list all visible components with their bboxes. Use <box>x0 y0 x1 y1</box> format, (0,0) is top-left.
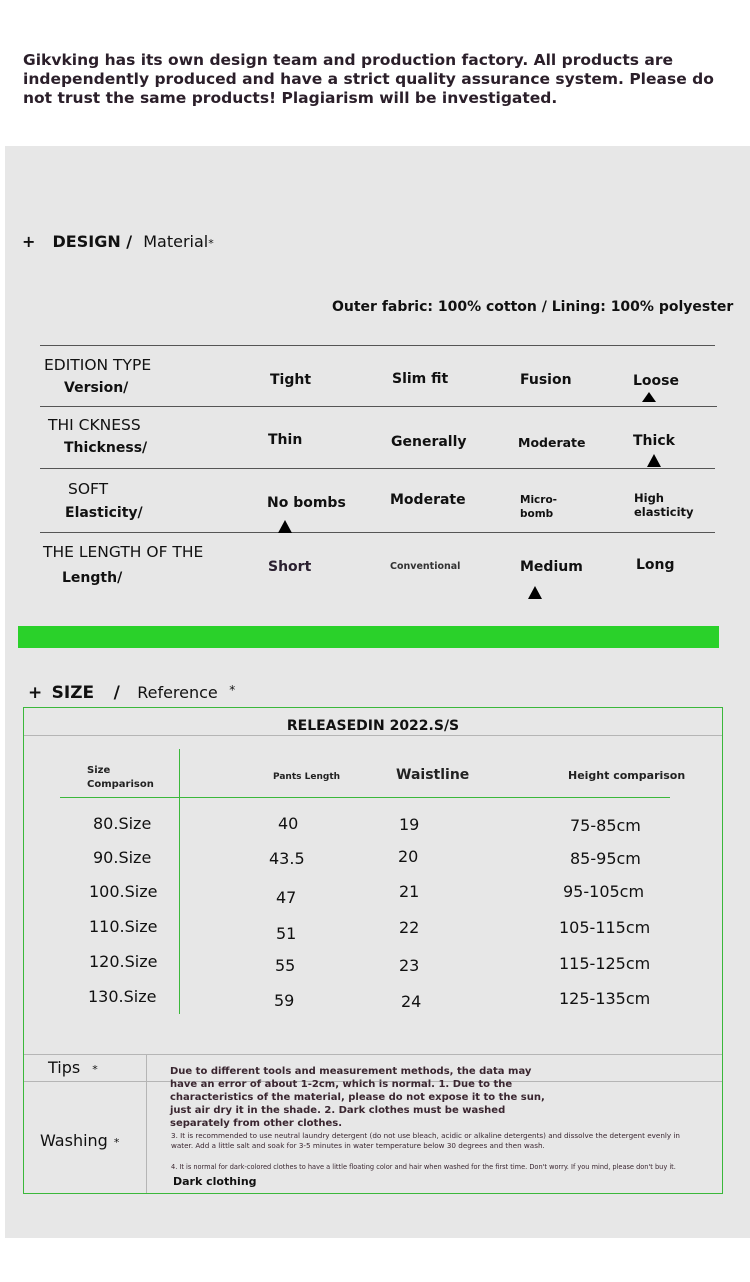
header-pants-length: Pants Length <box>273 772 341 782</box>
star-icon: * <box>113 1136 120 1149</box>
option-fusion: Fusion <box>520 372 572 388</box>
thickness-label: THI CKNESS <box>48 416 141 434</box>
option-generally: Generally <box>391 434 467 450</box>
table-cell-waist: 22 <box>399 918 420 937</box>
table-cell-waist: 20 <box>398 847 419 866</box>
header-size: Size Comparison <box>87 765 154 790</box>
header-height-comparison: Height comparison <box>568 769 686 782</box>
table-divider <box>40 468 715 469</box>
star-icon: * <box>229 683 236 697</box>
size-section-title <box>28 683 235 703</box>
table-cell-size: 80.Size <box>93 814 152 833</box>
length-label: THE LENGTH OF THE <box>43 543 204 561</box>
table-cell-height: 75-85cm <box>570 816 641 835</box>
table-divider <box>40 406 717 407</box>
option-micro-bomb: Micro- bomb <box>520 494 558 520</box>
table-cell-waist: 24 <box>401 992 422 1011</box>
header-divider <box>60 797 670 798</box>
table-cell-size: 100.Size <box>89 882 158 901</box>
thickness-sublabel: Thickness/ <box>64 440 148 456</box>
option-high-elasticity: High elasticity <box>634 491 694 519</box>
selected-marker-icon <box>647 454 661 467</box>
option-long: Long <box>636 557 675 573</box>
elasticity-label: SOFT <box>68 480 109 498</box>
column-divider <box>179 749 180 1014</box>
option-slim-fit: Slim fit <box>392 371 449 387</box>
elasticity-sublabel: Elasticity/ <box>65 505 143 521</box>
table-divider <box>40 532 715 533</box>
option-tight: Tight <box>270 372 312 388</box>
table-cell-height: 95-105cm <box>563 882 645 901</box>
option-moderate: Moderate <box>518 435 586 450</box>
option-medium: Medium <box>520 559 583 575</box>
plus-icon: + <box>28 683 43 703</box>
selected-marker-icon <box>642 392 656 402</box>
size-subtitle: Reference <box>137 683 218 702</box>
table-cell-size: 110.Size <box>89 917 158 936</box>
table-cell-height: 125-135cm <box>559 989 651 1008</box>
option-conventional: Conventional <box>390 561 461 572</box>
option-thin: Thin <box>268 432 303 448</box>
option-loose: Loose <box>633 373 679 389</box>
table-divider <box>24 1054 722 1055</box>
star-icon: * <box>208 237 214 250</box>
selected-marker-icon <box>278 520 292 533</box>
table-cell-pants: 51 <box>276 924 297 943</box>
table-cell-height: 85-95cm <box>570 849 641 868</box>
length-sublabel: Length/ <box>62 570 123 586</box>
dark-clothing-label: Dark clothing <box>173 1175 257 1188</box>
version-label: EDITION TYPE <box>44 356 152 374</box>
version-sublabel: Version/ <box>64 380 129 396</box>
plus-icon: + <box>22 232 36 251</box>
option-no-bombs: No bombs <box>267 495 346 511</box>
design-title: DESIGN / <box>52 232 133 251</box>
table-cell-pants: 59 <box>274 991 295 1010</box>
table-cell-height: 105-115cm <box>559 918 651 937</box>
washing-label: Washing * <box>40 1131 120 1150</box>
table-cell-size: 130.Size <box>88 987 157 1006</box>
size-slash: / <box>113 683 120 703</box>
design-subtitle: Material <box>143 232 209 251</box>
option-short: Short <box>268 559 312 575</box>
table-cell-pants: 47 <box>276 888 297 907</box>
table-divider <box>24 735 722 736</box>
star-icon: * <box>92 1063 98 1076</box>
table-cell-waist: 21 <box>399 882 420 901</box>
table-divider <box>40 345 715 346</box>
release-title: RELEASEDIN 2022.S/S <box>286 718 460 734</box>
brand-notice: Gikvking has its own design team and production factory. All products are independently produced and have a strict quality assurance system. Please do not trust the same products! Plagiarism will be investigated. <box>23 51 714 107</box>
washing-text-4: 4. It is normal for dark-colored clothes to have a little floating color and hair when washed for the first time. Don't worry. If you mind, please don't buy it. <box>171 1163 676 1171</box>
table-cell-waist: 23 <box>399 956 420 975</box>
table-cell-pants: 40 <box>278 814 299 833</box>
column-divider <box>146 1054 147 1193</box>
table-cell-size: 90.Size <box>93 848 152 867</box>
fabric-composition: Outer fabric: 100% cotton / Lining: 100% polyester <box>332 299 734 315</box>
table-cell-size: 120.Size <box>89 952 158 971</box>
table-cell-pants: 43.5 <box>269 849 305 868</box>
table-cell-pants: 55 <box>275 956 296 975</box>
accent-divider <box>18 626 719 648</box>
selected-marker-icon <box>528 586 542 599</box>
design-section-title <box>22 232 214 251</box>
washing-text-3: 3. It is recommended to use neutral laundry detergent (do not use bleach, acidic or alkaline detergents) and dissolve the detergent evenly in water. Add a little salt and soak for 3-5 minutes in water temperature below 30 degrees and then wash. <box>171 1131 680 1150</box>
header-waistline: Waistline <box>396 767 470 783</box>
tips-label: Tips * <box>48 1058 98 1077</box>
size-title: SIZE <box>51 683 95 703</box>
option-thick: Thick <box>633 433 675 449</box>
tips-text: Due to different tools and measurement methods, the data may have an error of about 1-2cm, which is normal. 1. Due to the characteristics of the material, please do not expose it to the sun, just air dry it in the shade. 2. Dark clothes must be washed separately from other clothes. <box>170 1066 545 1129</box>
option-moderate-elastic: Moderate <box>390 492 466 508</box>
table-cell-waist: 19 <box>399 815 420 834</box>
table-cell-height: 115-125cm <box>559 954 651 973</box>
